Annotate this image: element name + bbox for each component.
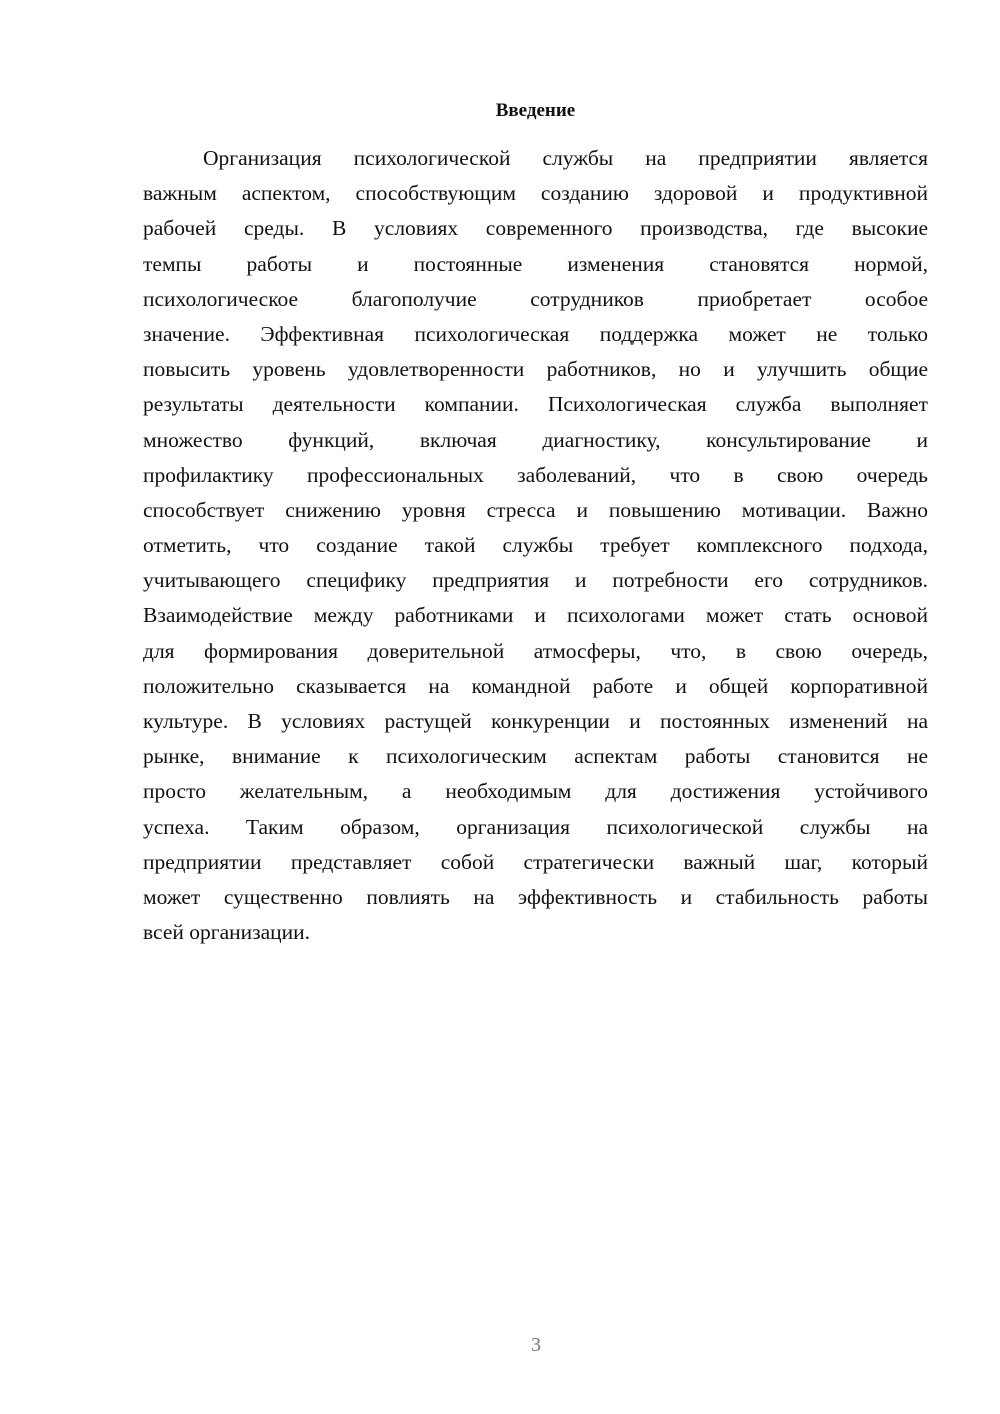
paragraph-line: важным аспектом, способствующим созданию здоровой и продуктивной (143, 181, 928, 206)
paragraph-line: положительно сказывается на командной работе и общей корпоративной (143, 673, 928, 698)
paragraph-line: рабочей среды. В условиях современного производства, где высокие (143, 216, 928, 241)
paragraph-line: может существенно повлиять на эффективность и стабильность работы (143, 884, 928, 909)
paragraph-line: значение. Эффективная психологическая поддержка может не только (143, 321, 928, 346)
paragraph-line: Взаимодействие между работниками и психологами может стать основой (143, 603, 928, 628)
paragraph-line: результаты деятельности компании. Психологическая служба выполняет (143, 392, 928, 417)
paragraph-line: отметить, что создание такой службы требует комплексного подхода, (143, 533, 928, 558)
section-title: Введение (495, 100, 576, 121)
page-number: 3 (531, 1334, 541, 1356)
paragraph-line: Организация психологической службы на предприятии является (203, 146, 928, 170)
paragraph-line: просто желательным, а необходимым для достижения устойчивого (143, 779, 928, 804)
paragraph-line: профилактику профессиональных заболеваний, что в свою очередь (143, 462, 928, 487)
paragraph-line: предприятии представляет собой стратегически важный шаг, который (143, 849, 928, 874)
paragraph-line: психологическое благополучие сотрудников приобретает особое (143, 286, 928, 311)
body-paragraph (143, 141, 928, 950)
paragraph-line: всей организации. (143, 920, 311, 945)
paragraph-line: повысить уровень удовлетворенности работников, но и улучшить общие (143, 357, 928, 382)
paragraph-line: успеха. Таким образом, организация психологической службы на (143, 814, 928, 839)
paragraph-line: учитывающего специфику предприятия и потребности его сотрудников. (143, 568, 928, 593)
paragraph-line: рынке, внимание к психологическим аспектам работы становится не (143, 744, 928, 769)
paragraph-line: способствует снижению уровня стресса и повышению мотивации. Важно (143, 497, 928, 522)
paragraph-line: культуре. В условиях растущей конкуренции и постоянных изменений на (143, 709, 928, 733)
paragraph-line: множество функций, включая диагностику, консультирование и (143, 427, 928, 452)
paragraph-line: темпы работы и постоянные изменения становятся нормой, (143, 251, 928, 276)
paragraph-line: для формирования доверительной атмосферы, что, в свою очередь, (143, 638, 928, 663)
